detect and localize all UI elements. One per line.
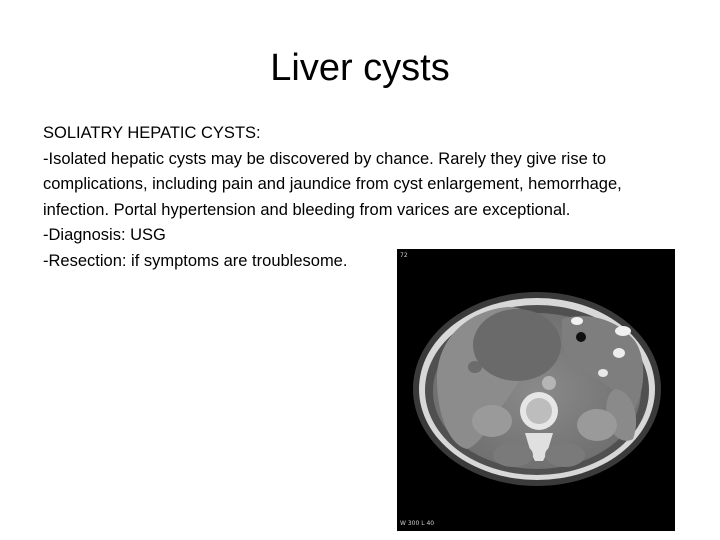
aorta bbox=[542, 376, 556, 390]
right-kidney bbox=[472, 405, 512, 437]
body-paragraph-resection: -Resection: if symptoms are troublesome. bbox=[43, 251, 348, 270]
small-lesion bbox=[468, 361, 482, 373]
bowel-gas bbox=[576, 332, 586, 342]
paraspinal-muscle-right bbox=[493, 443, 533, 467]
slide-title: Liver cysts bbox=[270, 47, 450, 89]
ct-scan-image bbox=[397, 249, 675, 531]
liver-cyst bbox=[473, 309, 561, 381]
ct-scan-icon bbox=[397, 249, 675, 531]
contrast-spot bbox=[571, 317, 583, 325]
body-paragraph-diagnosis: -Diagnosis: USG bbox=[43, 226, 166, 244]
body-paragraph-heading: SOLIATRY HEPATIC CYSTS: bbox=[43, 124, 261, 142]
left-kidney bbox=[577, 409, 617, 441]
ct-overlay-label: 72 bbox=[400, 252, 408, 259]
contrast-spot bbox=[615, 326, 631, 336]
ct-window-level-label: W 300 L 40 bbox=[400, 520, 435, 527]
vertebral-body-core bbox=[526, 398, 552, 424]
contrast-spot bbox=[613, 348, 625, 358]
body-paragraph-description: -Isolated hepatic cysts may be discovered by chance. Rarely they give rise to complications, including pain and jaundice from cyst enlargement, hemorrhage, infection. Portal hypertension and bleeding from varices are exceptional. bbox=[43, 149, 622, 219]
paraspinal-muscle-left bbox=[545, 443, 585, 467]
contrast-spot bbox=[598, 369, 608, 377]
